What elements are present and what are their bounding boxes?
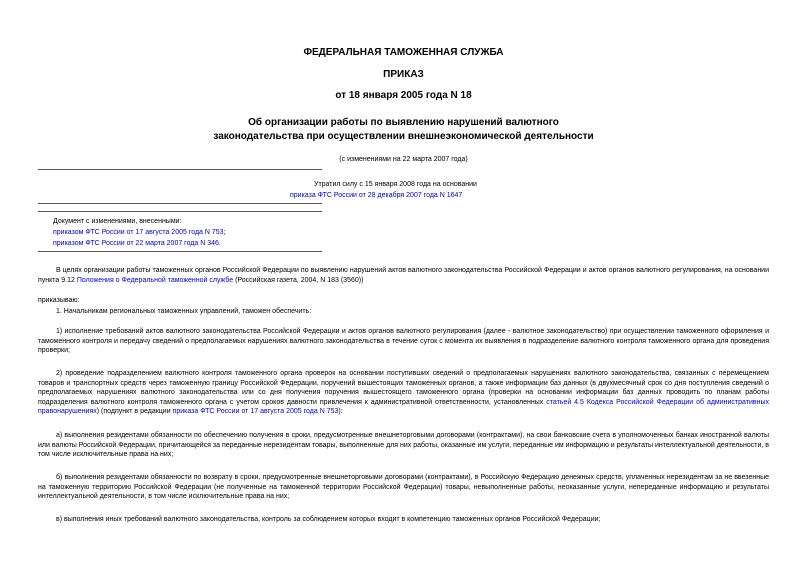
subparagraph-b: б) выполнения резидентами обязанности по возврату в сроки, предусмотренные внешнеторговыми договорами (контрактами), в Российскую Федерацию денежных средств, уплаченных нерезидентам за не ввезенные на таможенную территорию Российской Федерации (не полученные на таможенной территории Российской Федерации) товары, невыполненные работы, неоказанные услуги, непереданные информацию и результаты интеллектуальной деятельности, в том числе исключительные права на них; xyxy=(38,474,769,501)
document-title-line-1: Об организации работы по выявлению нарушений валютного xyxy=(248,117,559,128)
order-word: приказываю: xyxy=(38,297,80,304)
subparagraph-v: в) выполнения иных требований валютного законодательства, контроль за соблюдением которых входит в компетенцию таможенных органов Российской Федерации; xyxy=(56,516,601,523)
amendment-link[interactable]: приказом ФТС России от 22 марта 2007 года N 346 xyxy=(53,240,219,247)
repeal-note: Утратил силу с 15 января 2008 года на основании xyxy=(314,181,477,188)
divider xyxy=(38,203,322,204)
order-753-link[interactable]: приказа ФТС России от 17 августа 2005 года N 753 xyxy=(172,408,339,416)
amendment-item: приказом ФТС России от 17 августа 2005 года N 753; xyxy=(53,229,226,236)
paragraph-1-2: 2) проведение подразделением валютного контроля таможенного органа проверок на основании поступивших сведений о предполагаемых нарушениях валютного законодательства, связанных с перемещением товаров и транспортных средств через таможенную границу Российской Федерации, поручений вышестоящих таможенных органов, а также информации баз данных (в двухмесячный срок со дня поступления сведений о предполагаемых нарушениях валютного законодательства или со дня получения поручения вышестоящего таможенного органа (проверки на основании информации баз данных проводить по планам работы подразделения валютного контроля таможенного органа с учетом сроков давности привлечения к административной ответственности, установленных статьей 4.5 Кодекса Российской Федерации об административных правонарушениях) (подпункт в редакции приказа ФТС России от 17 августа 2005 года N 753): xyxy=(38,370,769,416)
amendments-label: Документ с изменениями, внесенными: xyxy=(53,218,182,225)
subparagraph-a: а) выполнения резидентами обязанности по обеспечению получения в сроки, предусмотренные внешнеторговыми договорами (контрактами), на свои банковские счета в уполномоченных банках иностранной валюты или валюты Российской Федерации, причитающейся за переданные нерезидентам товары, выполненные для них работы, оказанные им услуги, переданные им информацию и результаты интеллектуальной деятельности, в том числе исключительные права на них; xyxy=(38,432,769,459)
paragraph-1-1: 1) исполнение требований актов валютного законодательства Российской Федерации и актов органов валютного регулирования (далее - валютное законодательство) при осуществлении таможенного оформления и таможенного контроля и передачу сведений о предполагаемых нарушениях валютного законодательства в течение суток с момента их выявления в подразделение валютного контроля таможенного органа для проведения проверки; xyxy=(38,328,769,355)
agency-name: ФЕДЕРАЛЬНАЯ ТАМОЖЕННАЯ СЛУЖБА xyxy=(303,47,504,58)
amendment-link[interactable]: приказом ФТС России от 17 августа 2005 года N 753 xyxy=(53,229,224,236)
document-type: ПРИКАЗ xyxy=(383,69,424,80)
divider xyxy=(38,251,322,252)
edits-note: (с изменениями на 22 марта 2007 года) xyxy=(339,156,468,163)
intro-paragraph: В целях организации работы таможенных органов Российской Федерации по выявлению нарушений актов валютного законодательства Российской Федерации и актов органов валютного регулирования, на основании пункта 9.12 Положения о Федеральной таможенной службе (Российская газета, 2004, N 183 (3560)) xyxy=(38,267,769,284)
repeal-order-link[interactable]: приказа ФТС России от 28 декабря 2007 года N 1647 xyxy=(290,192,463,199)
koap-article-link[interactable]: статьей 4.5 Кодекса Российской Федерации об административных правонарушениях xyxy=(38,398,769,416)
document-title-line-2: законодательства при осуществлении внешнеэкономической деятельности xyxy=(213,131,594,142)
divider xyxy=(38,211,322,212)
divider xyxy=(38,169,322,170)
document-date-number: от 18 января 2005 года N 18 xyxy=(335,90,472,101)
amendment-item: приказом ФТС России от 22 марта 2007 года N 346. xyxy=(53,240,221,247)
fts-regulation-link[interactable]: Положения о Федеральной таможенной службе xyxy=(76,276,234,284)
paragraph-1: 1. Начальникам региональных таможенных управлений, таможен обеспечить: xyxy=(56,308,312,315)
